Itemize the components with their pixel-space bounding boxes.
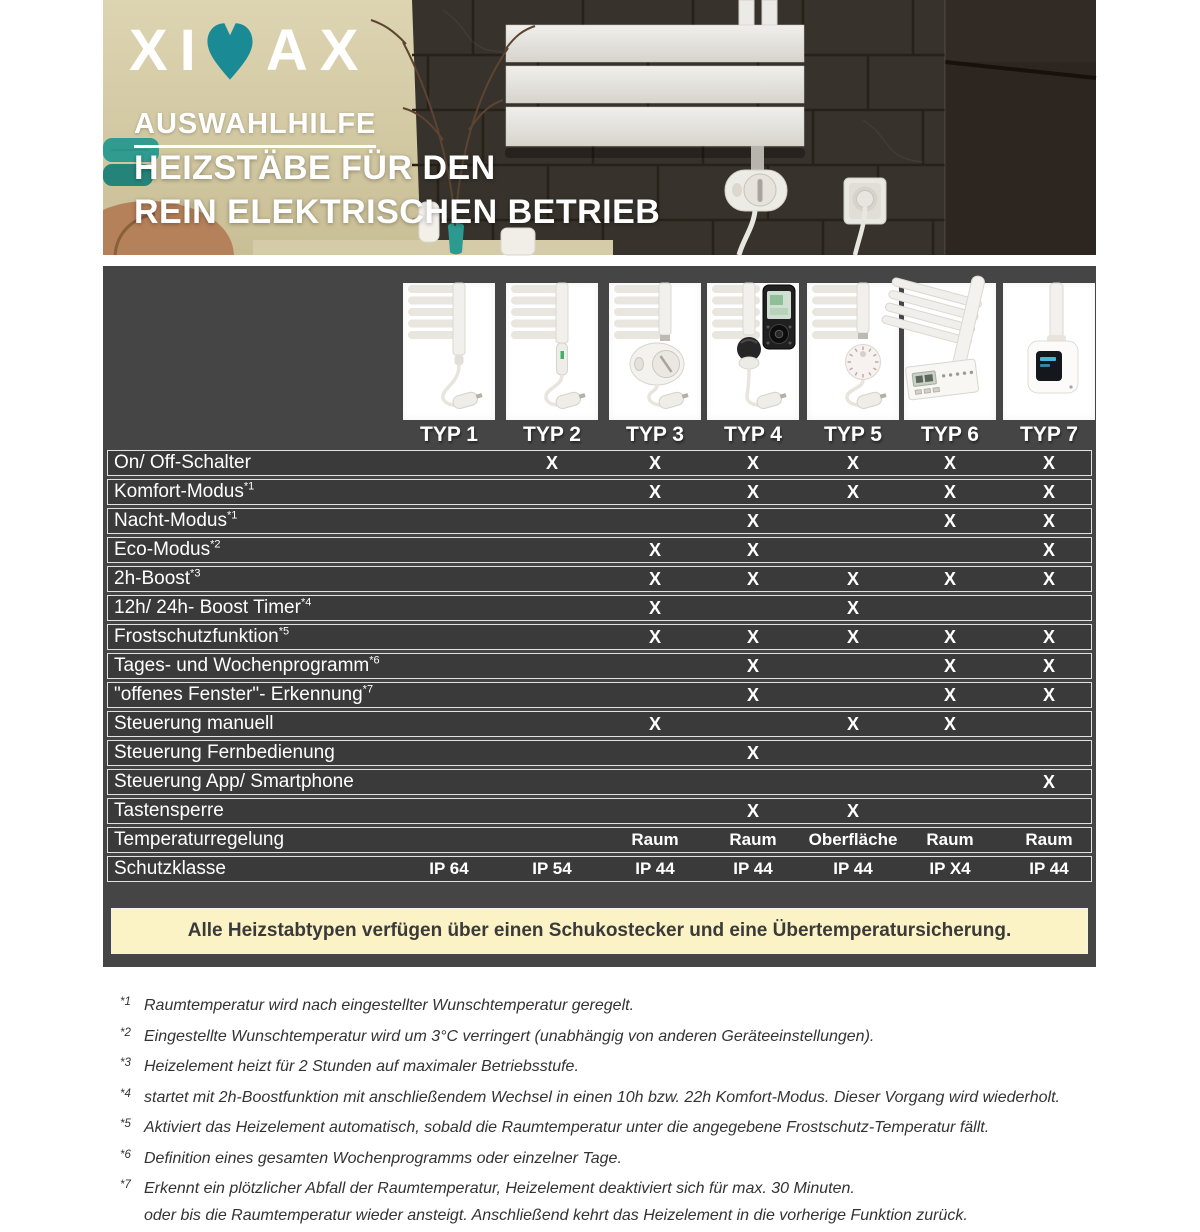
hero-banner bbox=[103, 0, 1096, 255]
footnote: $^{*4}$ startet mit 2h-Boostfunktion mit anschließendem Wechsel in einen 10h bzw. 22h Komfort-Modus. Dieser Vorgang wird wiederholt. bbox=[120, 1087, 1060, 1106]
footnote: $^{*5}$ Aktiviert das Heizelement automatisch, sobald die Raumtemperatur unter die angegebene Frostschutz-Temperatur fällt. bbox=[120, 1118, 990, 1136]
x-mark: X bbox=[943, 685, 956, 705]
footnote: $^{*7}$ Erkennt ein plötzlicher Abfall der Raumtemperatur, Heizelement deaktiviert sich für max. 30 Minuten. bbox=[120, 1179, 855, 1197]
table-cell-value: IP 44 bbox=[733, 859, 773, 878]
title-line-1: HEIZSTÄBE FÜR DEN bbox=[134, 149, 496, 187]
row-label: Steuerung App/ Smartphone bbox=[114, 771, 354, 792]
product-image-typ-6 bbox=[904, 283, 996, 420]
x-mark: X bbox=[746, 511, 759, 531]
x-mark: X bbox=[846, 453, 859, 473]
ximax-m-icon bbox=[204, 20, 256, 82]
x-mark: X bbox=[648, 569, 661, 589]
typ-column-header: TYP 3 bbox=[626, 423, 684, 446]
table-cell-value: Oberfläche bbox=[808, 830, 898, 849]
x-mark: X bbox=[1042, 685, 1055, 705]
row-label: Komfort-Modus$^{*1}$ bbox=[114, 480, 255, 502]
product-card-typ-5 bbox=[807, 283, 899, 420]
x-mark: X bbox=[943, 482, 956, 502]
x-mark: X bbox=[648, 453, 661, 473]
row-label: Tages- und Wochenprogramm$^{*6}$ bbox=[114, 654, 380, 676]
product-card-typ-1 bbox=[403, 283, 495, 420]
product-image-typ-5 bbox=[807, 283, 899, 420]
x-mark: X bbox=[1042, 540, 1055, 560]
product-card-typ-6 bbox=[904, 283, 996, 420]
product-card-typ-4 bbox=[707, 283, 799, 420]
ximax-logo bbox=[129, 20, 370, 82]
table-cell-value: IP 54 bbox=[532, 859, 572, 878]
table-row bbox=[107, 537, 1092, 563]
x-mark: X bbox=[846, 598, 859, 618]
page-title bbox=[134, 146, 660, 234]
typ-column-header: TYP 1 bbox=[420, 423, 478, 446]
typ-column-header: TYP 2 bbox=[523, 423, 581, 446]
x-mark: X bbox=[746, 627, 759, 647]
footnote: $^{*3}$ Heizelement heizt für 2 Stunden auf maximaler Betriebsstufe. bbox=[120, 1057, 579, 1075]
x-mark: X bbox=[943, 569, 956, 589]
x-mark: X bbox=[746, 685, 759, 705]
x-mark: X bbox=[846, 714, 859, 734]
product-image-typ-3 bbox=[609, 283, 701, 420]
table-row bbox=[107, 798, 1092, 824]
x-mark: X bbox=[846, 569, 859, 589]
table-cell-value: IP 44 bbox=[1029, 859, 1069, 878]
table-cell-value: Raum bbox=[631, 830, 679, 849]
row-label: Steuerung Fernbedienung bbox=[114, 742, 335, 763]
row-label: Eco-Modus$^{*2}$ bbox=[114, 538, 221, 560]
x-mark: X bbox=[1042, 627, 1055, 647]
product-card-typ-3 bbox=[609, 283, 701, 420]
logo-text-right: AX bbox=[265, 18, 371, 83]
x-mark: X bbox=[1042, 511, 1055, 531]
x-mark: X bbox=[746, 656, 759, 676]
table-row bbox=[107, 769, 1092, 795]
footnote: $^{*1}$ Raumtemperatur wird nach eingestellter Wunschtemperatur geregelt. bbox=[120, 996, 635, 1014]
table-row bbox=[107, 595, 1092, 621]
radiator-illustration bbox=[505, 25, 805, 158]
x-mark: X bbox=[943, 627, 956, 647]
x-mark: X bbox=[648, 714, 661, 734]
typ-column-header: TYP 4 bbox=[724, 423, 782, 446]
x-mark: X bbox=[943, 714, 956, 734]
x-mark: X bbox=[1042, 453, 1055, 473]
table-row bbox=[107, 624, 1092, 650]
row-label: 2h-Boost$^{*3}$ bbox=[114, 567, 201, 589]
row-label: On/ Off-Schalter bbox=[114, 452, 251, 473]
product-image-typ-4 bbox=[707, 283, 799, 420]
x-mark: X bbox=[1042, 772, 1055, 792]
table-row bbox=[107, 740, 1092, 766]
row-label: Tastensperre bbox=[114, 800, 224, 821]
table-row bbox=[107, 827, 1092, 853]
table-cell-value: IP 44 bbox=[635, 859, 675, 878]
footnote-continued: oder bis die Raumtemperatur wieder ansteigt. Anschließend kehrt das Heizelement in die vorherige Funktion zurück. bbox=[144, 1206, 968, 1224]
footnotes bbox=[120, 992, 1130, 1232]
x-mark: X bbox=[846, 801, 859, 821]
product-image-typ-2 bbox=[506, 283, 598, 420]
table-row bbox=[107, 508, 1092, 534]
x-mark: X bbox=[1042, 482, 1055, 502]
table-row bbox=[107, 711, 1092, 737]
x-mark: X bbox=[1042, 569, 1055, 589]
x-mark: X bbox=[648, 482, 661, 502]
title-line-2: REIN ELEKTRISCHEN BETRIEB bbox=[134, 193, 661, 231]
footnote: $^{*2}$ Eingestellte Wunschtemperatur wird um 3°C verringert (unabhängig von anderen Geräteeinstellungen). bbox=[120, 1026, 875, 1045]
table-cell-value: Raum bbox=[1025, 830, 1073, 849]
table-cell-value: IP 64 bbox=[429, 859, 469, 878]
product-card-typ-7 bbox=[1003, 283, 1095, 420]
x-mark: X bbox=[943, 656, 956, 676]
table-cell-value: IP X4 bbox=[929, 859, 971, 878]
logo-text-left: XI bbox=[129, 18, 208, 83]
typ-column-header: TYP 7 bbox=[1020, 423, 1078, 446]
typ-column-header: TYP 6 bbox=[921, 423, 979, 446]
x-mark: X bbox=[648, 598, 661, 618]
x-mark: X bbox=[943, 453, 956, 473]
table-row bbox=[107, 450, 1092, 476]
product-image-typ-7 bbox=[1003, 283, 1095, 420]
x-mark: X bbox=[943, 511, 956, 531]
table-row bbox=[107, 856, 1092, 882]
info-banner: Alle Heizstabtypen verfügen über einen Schukostecker und eine Übertemperatursicherung. bbox=[111, 908, 1088, 954]
product-image-typ-1 bbox=[403, 283, 495, 420]
x-mark: X bbox=[1042, 656, 1055, 676]
table-row bbox=[107, 653, 1092, 679]
x-mark: X bbox=[746, 743, 759, 763]
row-label: 12h/ 24h- Boost Timer$^{*4}$ bbox=[114, 596, 312, 618]
table-cell-value: IP 44 bbox=[833, 859, 873, 878]
x-mark: X bbox=[746, 453, 759, 473]
x-mark: X bbox=[648, 540, 661, 560]
x-mark: X bbox=[746, 540, 759, 560]
table-row bbox=[107, 682, 1092, 708]
table-cell-value: Raum bbox=[926, 830, 974, 849]
table-cell-value: Raum bbox=[729, 830, 777, 849]
row-label: Temperaturregelung bbox=[114, 829, 285, 850]
typ-column-header: TYP 5 bbox=[824, 423, 882, 446]
x-mark: X bbox=[545, 453, 558, 473]
row-label: "offenes Fenster"- Erkennung$^{*7}$ bbox=[114, 683, 374, 705]
x-mark: X bbox=[746, 801, 759, 821]
comparison-table bbox=[103, 266, 1096, 967]
x-mark: X bbox=[746, 569, 759, 589]
x-mark: X bbox=[846, 482, 859, 502]
product-card-typ-2 bbox=[506, 283, 598, 420]
kicker-auswahlhilfe: AUSWAHLHILFE bbox=[134, 108, 376, 148]
x-mark: X bbox=[648, 627, 661, 647]
x-mark: X bbox=[746, 482, 759, 502]
footnote: $^{*6}$ Definition eines gesamten Wochenprogramms oder einzelner Tage. bbox=[120, 1148, 622, 1167]
row-label: Nacht-Modus$^{*1}$ bbox=[114, 509, 238, 531]
x-mark: X bbox=[846, 627, 859, 647]
table-row bbox=[107, 479, 1092, 505]
row-label: Schutzklasse bbox=[114, 858, 226, 879]
row-label: Frostschutzfunktion$^{*5}$ bbox=[114, 625, 290, 647]
table-row bbox=[107, 566, 1092, 592]
row-label: Steuerung manuell bbox=[114, 713, 274, 734]
